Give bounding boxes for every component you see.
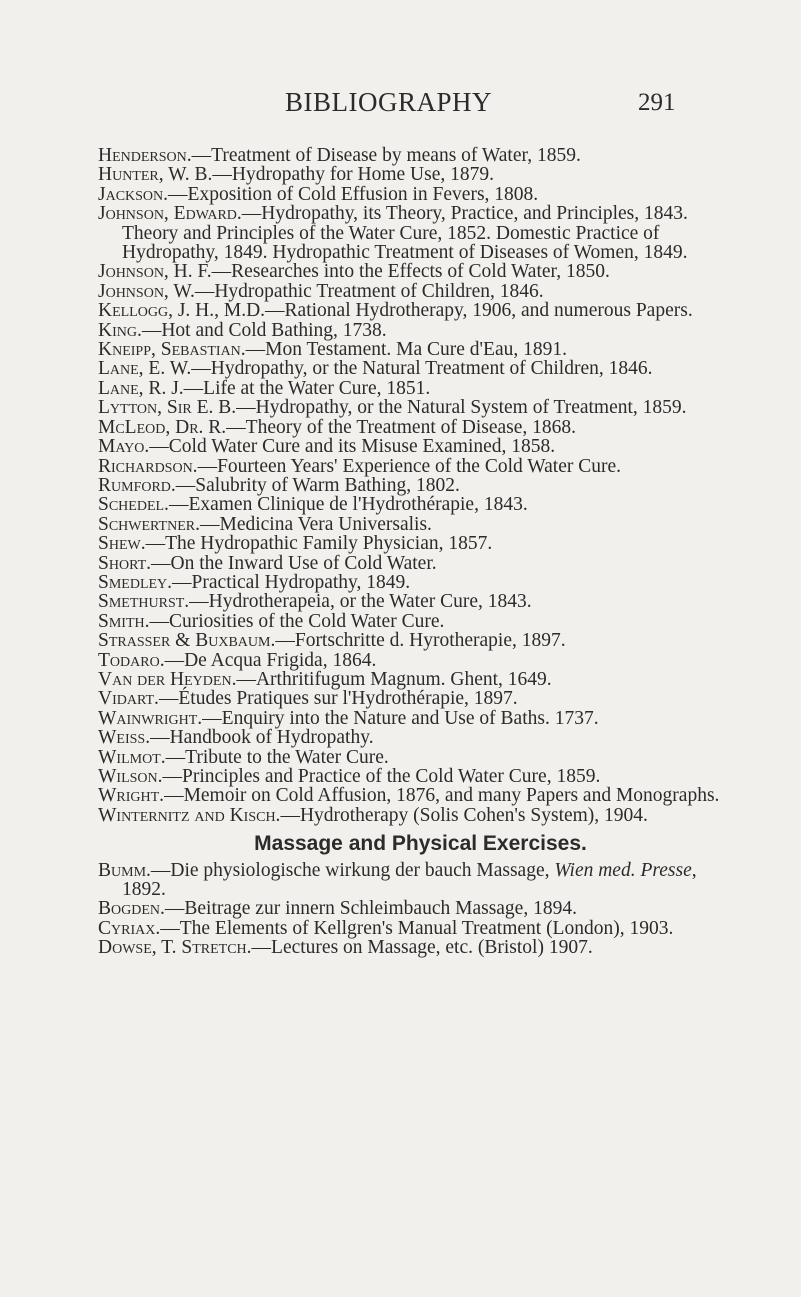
entry-text: —Hydropathy, or the Natural System of Treatment, 1859. [236, 397, 687, 419]
entry-text: —Cold Water Cure and its Misuse Examined, 1858. [149, 436, 556, 458]
bibliography-entry [98, 899, 723, 918]
bibliography-entry [98, 165, 723, 184]
entry-author: Wright. [98, 785, 165, 807]
entry-text: —On the Inward Use of Cold Water. [151, 552, 437, 574]
entry-author: Smedley. [98, 571, 173, 593]
bibliography-entry [98, 554, 723, 573]
bibliography-entry [98, 651, 723, 670]
entry-author: Wilson. [98, 766, 163, 787]
page-header [0, 87, 801, 127]
entry-author: King. [98, 319, 142, 341]
entry-author: Schwertner. [98, 513, 200, 535]
bibliography-entry [98, 573, 723, 592]
bibliography-entry [98, 748, 723, 767]
entry-author: Lane, E. W. [98, 358, 192, 380]
entry-author: Smith. [98, 610, 150, 632]
entry-text: —Life at the Water Cure, 1851. [183, 377, 431, 399]
bibliography-entry [98, 861, 723, 900]
entry-author: Johnson, W. [98, 280, 195, 302]
entry-author: Cyriax. [98, 917, 161, 939]
entry-text: —Hydropathy, its Theory, Practice, and Principles, 1843. Theory and Principles of the Water Cure, 1852. Domestic Practice of Hydropathy, 1849. Hydropathic Treatment of Diseases of Women, 1849. [122, 203, 688, 264]
bibliography-entry [98, 457, 723, 476]
bibliography-entry [98, 262, 723, 281]
entry-author: Johnson, H. F. [98, 261, 212, 283]
entry-text: —Practical Hydropathy, 1849. [172, 571, 411, 593]
entry-author: Lane, R. J. [98, 377, 184, 399]
entry-journal: Wien med. Presse [554, 859, 692, 881]
section-heading: Massage and Physical Exercises. [254, 832, 587, 856]
page-number: 291 [638, 89, 676, 116]
entry-text: —Hydropathic Treatment of Children, 1846. [194, 280, 544, 302]
bibliography-entry [98, 418, 723, 437]
bibliography-entry [98, 146, 723, 165]
bibliography-entry [98, 919, 723, 938]
entry-author: Lytton, Sir E. B. [98, 397, 237, 419]
bibliography-entry [98, 709, 723, 728]
entry-text: —Curiosities of the Cold Water Cure. [149, 610, 445, 632]
bibliography-entry [98, 728, 723, 747]
entry-text: —Handbook of Hydropathy. [150, 727, 374, 749]
bibliography-entry [98, 806, 723, 825]
entry-text: —Beitrage zur innern Schleimbauch Massage, 1894. [164, 898, 577, 920]
entry-author: Short. [98, 552, 151, 574]
bibliography-entry [98, 515, 723, 534]
entry-text: —Hydropathy for Home Use, 1879. [212, 164, 495, 186]
bibliography-entry [98, 476, 723, 495]
entry-author: Shew. [98, 533, 146, 555]
bibliography-entry [98, 379, 723, 398]
bibliography-entry [98, 321, 723, 340]
bibliography-entry [98, 786, 723, 805]
bibliography-list [98, 146, 723, 958]
entry-text: —Tribute to the Water Cure. [165, 746, 389, 768]
entry-author: Richardson. [98, 455, 198, 477]
bibliography-entry [98, 670, 723, 689]
hydrotherapy-entries [98, 146, 723, 825]
bibliography-entry [98, 359, 723, 378]
entry-text: —Theory of the Treatment of Disease, 1868. [226, 416, 577, 438]
entry-text: —Salubrity of Warm Bathing, 1802. [175, 474, 460, 496]
bibliography-entry [98, 612, 723, 631]
entry-text: —Hydropathy, or the Natural Treatment of Children, 1846. [191, 358, 653, 380]
entry-author: Wainwright. [98, 707, 203, 729]
entry-author: Vidart. [98, 688, 159, 710]
entry-text: —Treatment of Disease by means of Water, 1859. [191, 145, 581, 166]
entry-text: —Hot and Cold Bathing, 1738. [141, 319, 387, 341]
bibliography-entry [98, 631, 723, 650]
entry-author: McLeod, Dr. R. [98, 416, 227, 438]
entry-author: Todaro. [98, 649, 165, 671]
entry-text: —Rational Hydrotherapy, 1906, and numerous Papers. [265, 300, 693, 322]
entry-text: —Hydrotherapeia, or the Water Cure, 1843. [189, 591, 532, 613]
page-title: BIBLIOGRAPHY [285, 87, 493, 117]
entry-author: Dowse, T. Stretch. [98, 937, 252, 959]
entry-text: —Exposition of Cold Effusion in Fevers, 1808. [168, 183, 539, 205]
bibliography-entry [98, 282, 723, 301]
entry-text: —Études Pratiques sur l'Hydrothérapie, 1897. [158, 688, 518, 710]
entry-author: Kellogg, J. H., M.D. [98, 300, 266, 322]
entry-text: —Fortschritte d. Hyrotherapie, 1897. [275, 630, 566, 652]
bibliography-entry [98, 398, 723, 417]
entry-author: Bogden. [98, 898, 165, 920]
massage-entries [98, 861, 723, 958]
entry-author: Rumford. [98, 474, 176, 496]
entry-text: —Memoir on Cold Affusion, 1876, and many Papers and Monographs. [164, 785, 720, 807]
entry-text: —Mon Testament. Ma Cure d'Eau, 1891. [245, 339, 567, 361]
bibliography-entry [98, 534, 723, 553]
entry-text: —Lectures on Massage, etc. (Bristol) 1907. [251, 937, 593, 959]
entry-author: Hunter, W. B. [98, 164, 213, 186]
entry-author: Smethurst. [98, 591, 190, 613]
entry-text: —The Elements of Kellgren's Manual Treatment (London), 1903. [160, 917, 674, 939]
entry-author: Weiss. [98, 727, 151, 749]
entry-text: —Die physiologische wirkung der bauch Massage, [150, 859, 555, 881]
bibliography-entry [98, 185, 723, 204]
entry-text: —De Acqua Frigida, 1864. [164, 649, 377, 671]
bibliography-entry [98, 495, 723, 514]
entry-text: —Enquiry into the Nature and Use of Baths. 1737. [202, 707, 599, 729]
entry-author: Winternitz and Kisch. [98, 804, 281, 826]
entry-text: —Arthritifugum Magnum. Ghent, 1649. [236, 668, 552, 690]
bibliography-entry [98, 340, 723, 359]
entry-text: —Hydrotherapy (Solis Cohen's System), 1904. [280, 804, 648, 826]
entry-author: Bumm. [98, 859, 151, 881]
bibliography-entry [98, 592, 723, 611]
entry-text: —Researches into the Effects of Cold Water, 1850. [211, 261, 610, 283]
entry-text: —Fourteen Years' Experience of the Cold Water Cure. [197, 455, 621, 477]
entry-author: Henderson. [98, 145, 192, 166]
entry-text: —Medicina Vera Universalis. [199, 513, 432, 535]
entry-author: Wilmot. [98, 746, 166, 768]
bibliography-entry [98, 689, 723, 708]
entry-author: Strasser & Buxbaum. [98, 630, 276, 652]
entry-author: Van der Heyden. [98, 668, 237, 690]
bibliography-entry [98, 204, 723, 262]
bibliography-entry [98, 767, 723, 786]
entry-author: Mayo. [98, 436, 150, 458]
bibliography-entry [98, 437, 723, 456]
entry-author: Johnson, Edward. [98, 203, 242, 225]
bibliography-entry [98, 301, 723, 320]
entry-text: —Examen Clinique de l'Hydrothérapie, 1843. [168, 494, 528, 516]
entry-text: —The Hydropathic Family Physician, 1857. [145, 533, 493, 555]
entry-text-tail: , 1892. [122, 859, 697, 901]
entry-author: Jackson. [98, 183, 169, 205]
entry-author: Kneipp, Sebastian. [98, 339, 246, 361]
bibliography-entry [98, 938, 723, 957]
entry-author: Schedel. [98, 494, 169, 516]
entry-text: —Principles and Practice of the Cold Water Cure, 1859. [162, 766, 601, 787]
